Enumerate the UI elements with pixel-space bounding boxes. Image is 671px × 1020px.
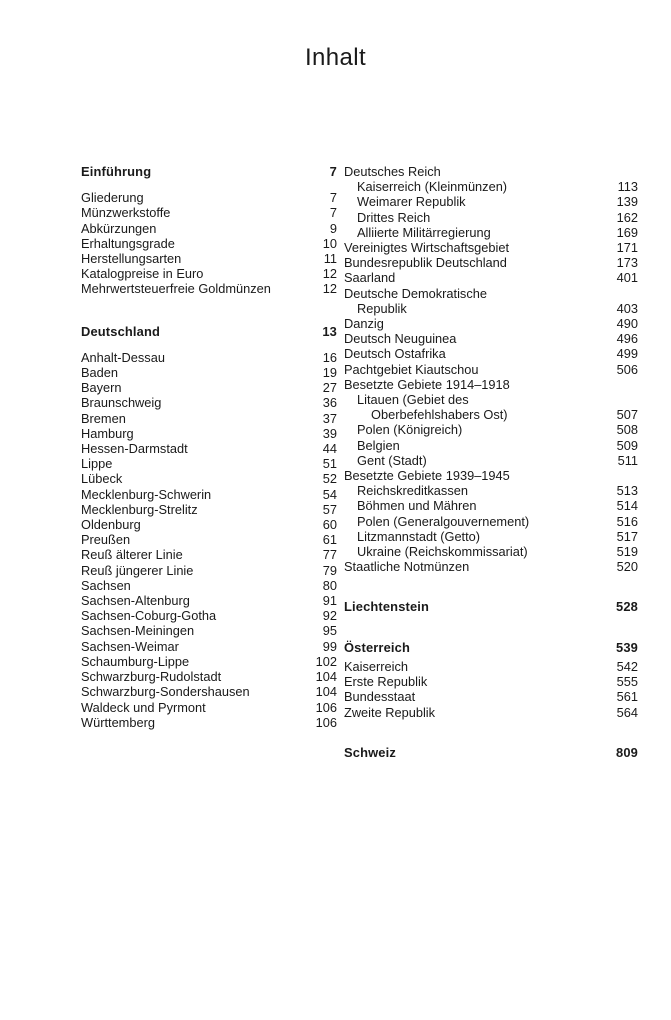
- toc-entry-page-number: 403: [616, 300, 638, 316]
- toc-entry-label: Katalogpreise in Euro: [81, 266, 204, 282]
- toc-entry-page-number: 60: [322, 517, 337, 533]
- toc-entry-page-number: 113: [617, 179, 638, 195]
- toc-entry-boehmen-und-maehren[interactable]: [344, 498, 638, 513]
- toc-entry-page-number: 10: [322, 235, 337, 251]
- toc-entry-label: Oberbefehlshabers Ost): [371, 407, 508, 423]
- toc-entry-label: Schwarzburg-Rudolstadt: [81, 669, 222, 685]
- toc-entry-braunschweig[interactable]: [81, 395, 337, 410]
- toc-entry-hessen-darmstadt[interactable]: [81, 441, 337, 456]
- toc-spacer: [344, 574, 638, 599]
- toc-entry-label: Hamburg: [81, 425, 134, 441]
- toc-entry-polen-koenigreich[interactable]: [344, 422, 638, 437]
- toc-entry-label: Oldenburg: [81, 517, 141, 533]
- toc-entry-baden[interactable]: [81, 365, 337, 380]
- toc-entry-label: Deutsche Demokratische: [344, 285, 487, 301]
- toc-entry-mehrwertsteuerfreie-goldmuenzen[interactable]: [81, 281, 337, 296]
- toc-entry-page-number: 12: [322, 281, 337, 297]
- toc-entry-katalogpreise-in-euro[interactable]: [81, 266, 337, 281]
- toc-entry-label: Deutsches Reich: [344, 164, 441, 179]
- toc-entry-label: Baden: [81, 365, 119, 381]
- toc-entry-label: Lübeck: [81, 471, 123, 487]
- toc-entry-saarland[interactable]: [344, 270, 638, 285]
- toc-entry-label: Republik: [357, 300, 407, 316]
- toc-entry-label: Deutsch Ostafrika: [344, 346, 446, 362]
- toc-entry-page-number: 39: [322, 425, 337, 441]
- toc-entry-page-number: 490: [616, 316, 638, 332]
- toc-entry-waldeck-und-pyrmont[interactable]: [81, 700, 337, 715]
- toc-entry-label: Böhmen und Mähren: [357, 498, 477, 514]
- toc-column-right: [340, 164, 671, 760]
- toc-entry-alliierte-militaerregierung[interactable]: [344, 225, 638, 240]
- toc-entry-label: Waldeck und Pyrmont: [81, 699, 206, 715]
- toc-heading-deutschland[interactable]: [81, 324, 337, 339]
- toc-entry-sachsen-meiningen[interactable]: [81, 623, 337, 638]
- toc-entry-label: Belgien: [357, 437, 400, 453]
- toc-entry-sachsen-altenburg[interactable]: [81, 593, 337, 608]
- toc-entry-label: Deutschland: [81, 323, 161, 339]
- toc-entry-label: Schweiz: [344, 744, 396, 760]
- toc-entry-page-number: 162: [616, 209, 638, 225]
- toc-entry-deutsch-neuguinea[interactable]: [344, 331, 638, 346]
- toc-entry-page-number: 519: [616, 544, 638, 560]
- toc-entry-danzig[interactable]: [344, 316, 638, 331]
- toc-entry-mecklenburg-schwerin[interactable]: [81, 487, 337, 502]
- toc-entry-label: Gliederung: [81, 190, 144, 206]
- toc-entry-label: Saarland: [344, 270, 396, 286]
- toc-entry-weimarer-republik[interactable]: [344, 194, 638, 209]
- toc-heading-einfuehrung[interactable]: [81, 164, 337, 179]
- toc-entry-label: Sachsen-Altenburg: [81, 593, 190, 609]
- toc-entry-page-number: 542: [616, 658, 638, 674]
- toc-entry-page-number: 91: [322, 593, 337, 609]
- toc-entry-deutsche-demokratische[interactable]: [344, 286, 638, 301]
- toc-entry-staatliche-notmuenzen[interactable]: [344, 559, 638, 574]
- toc-entry-page-number: 54: [322, 486, 337, 502]
- toc-entry-label: Deutsch Neuguinea: [344, 331, 457, 347]
- toc-entry-label: Besetzte Gebiete 1939–1945: [344, 468, 510, 484]
- toc-entry-erhaltungsgrade[interactable]: [81, 236, 337, 251]
- toc-entry-abkuerzungen[interactable]: [81, 221, 337, 236]
- toc-entry-label: Lippe: [81, 456, 113, 472]
- toc-entry-page-number: 99: [322, 638, 337, 654]
- toc-entry-page-number: 517: [616, 528, 638, 544]
- toc-spacer: [81, 339, 337, 350]
- toc-entry-reuss-aelterer-linie[interactable]: [81, 547, 337, 562]
- toc-entry-belgien[interactable]: [344, 438, 638, 453]
- toc-entry-page-number: 564: [616, 704, 638, 720]
- toc-entry-page-number: 79: [322, 562, 337, 578]
- toc-column-left: [0, 164, 340, 730]
- toc-entry-label: Weimarer Republik: [357, 194, 466, 210]
- toc-entry-page-number: 173: [616, 255, 638, 271]
- toc-entry-page-number: 7: [329, 164, 337, 179]
- toc-entry-label: Bayern: [81, 380, 122, 396]
- toc-entry-page-number: 104: [315, 669, 337, 685]
- toc-entry-page-number: 106: [315, 714, 337, 730]
- toc-entry-muenzwerkstoffe[interactable]: [81, 205, 337, 220]
- toc-entry-label: Sachsen-Coburg-Gotha: [81, 608, 217, 624]
- toc-entry-page-number: 555: [616, 674, 638, 690]
- toc-entry-label: Bundesstaat: [344, 689, 416, 705]
- toc-entry-page-number: 139: [616, 194, 638, 210]
- toc-entry-label: Litauen (Gebiet des: [357, 392, 469, 408]
- toc-entry-sachsen-weimar[interactable]: [81, 639, 337, 654]
- toc-entry-label: Sachsen-Weimar: [81, 638, 179, 654]
- toc-entry-label: Kaiserreich (Kleinmünzen): [357, 179, 508, 195]
- toc-entry-label: Vereinigtes Wirtschaftsgebiet: [344, 240, 510, 256]
- toc-entry-page-number: 102: [315, 653, 337, 669]
- toc-entry-bundesrepublik-deutschland[interactable]: [344, 255, 638, 270]
- toc-entry-page-number: 507: [616, 407, 638, 423]
- toc-entry-herstellungsarten[interactable]: [81, 251, 337, 266]
- toc-entry-label: Litzmannstadt (Getto): [357, 528, 481, 544]
- toc-heading-liechtenstein[interactable]: [344, 599, 638, 614]
- toc-entry-wuerttemberg[interactable]: [81, 715, 337, 730]
- toc-entry-page-number: 80: [322, 577, 337, 593]
- toc-entry-label: Gent (Stadt): [357, 452, 427, 468]
- toc-entry-republik[interactable]: [344, 301, 638, 316]
- toc-entry-page-number: 511: [617, 452, 638, 468]
- toc-entry-label: Württemberg: [81, 714, 155, 730]
- toc-entry-label: Sachsen-Meiningen: [81, 623, 195, 639]
- toc-heading-oesterreich[interactable]: [344, 640, 638, 655]
- toc-entry-luebeck[interactable]: [81, 471, 337, 486]
- toc-entry-page-number: 77: [322, 547, 337, 563]
- toc-entry-bremen[interactable]: [81, 411, 337, 426]
- toc-entry-page-number: 36: [322, 395, 337, 411]
- toc-entry-oldenburg[interactable]: [81, 517, 337, 532]
- toc-entry-page-number: 169: [616, 224, 638, 240]
- toc-entry-kaiserreich-kleinmuenzen[interactable]: [344, 179, 638, 194]
- toc-entry-label: Münzwerkstoffe: [81, 205, 171, 221]
- toc-spacer: [344, 615, 638, 640]
- toc-entry-schaumburg-lippe[interactable]: [81, 654, 337, 669]
- toc-entry-label: Einführung: [81, 164, 152, 179]
- toc-entry-label: Abkürzungen: [81, 220, 157, 236]
- toc-entry-gliederung[interactable]: [81, 190, 337, 205]
- toc-entry-reuss-juengerer-linie[interactable]: [81, 563, 337, 578]
- toc-entry-page-number: 506: [616, 361, 638, 377]
- toc-entry-label: Danzig: [344, 316, 384, 332]
- toc-entry-sachsen[interactable]: [81, 578, 337, 593]
- toc-entry-page-number: 508: [616, 422, 638, 438]
- toc-entry-pachtgebiet-kiautschou[interactable]: [344, 362, 638, 377]
- toc-entry-page-number: 401: [616, 270, 638, 286]
- toc-entry-oberbefehlshabers-ost[interactable]: [344, 407, 638, 422]
- toc-entry-page-number: 61: [322, 532, 337, 548]
- toc-entry-label: Mecklenburg-Strelitz: [81, 501, 198, 517]
- toc-entry-page-number: 44: [322, 441, 337, 457]
- toc-entry-page-number: 809: [616, 744, 638, 760]
- toc-entry-page-number: 516: [616, 513, 638, 529]
- toc-entry-page-number: 513: [616, 483, 638, 499]
- toc-entry-label: Besetzte Gebiete 1914–1918: [344, 376, 510, 392]
- toc-entry-label: Bundesrepublik Deutschland: [344, 255, 507, 271]
- toc-entry-ukraine-reichskommissariat[interactable]: [344, 544, 638, 559]
- toc-entry-page-number: 16: [322, 349, 337, 365]
- toc-entry-label: Anhalt-Dessau: [81, 349, 165, 365]
- toc-entry-label: Polen (Generalgouvernement): [357, 513, 530, 529]
- toc-entry-page-number: 496: [616, 331, 638, 347]
- page-title: Inhalt: [304, 44, 367, 71]
- toc-entry-label: Schwarzburg-Sondershausen: [81, 684, 250, 700]
- toc-entry-bayern[interactable]: [81, 380, 337, 395]
- toc-entry-label: Staatliche Notmünzen: [344, 559, 470, 575]
- toc-entry-page-number: 13: [322, 323, 337, 339]
- toc-entry-label: Zweite Republik: [344, 704, 436, 720]
- toc-entry-label: Liechtenstein: [344, 599, 430, 615]
- toc-entry-label: Hessen-Darmstadt: [81, 441, 188, 457]
- toc-entry-reichskreditkassen[interactable]: [344, 483, 638, 498]
- toc-entry-page-number: 106: [315, 699, 337, 715]
- toc-entry-label: Pachtgebiet Kiautschou: [344, 361, 479, 377]
- toc-entry-litzmannstadt-getto[interactable]: [344, 529, 638, 544]
- toc-entry-page-number: 104: [315, 684, 337, 700]
- toc-entry-schwarzburg-rudolstadt[interactable]: [81, 669, 337, 684]
- toc-entry-anhalt-dessau[interactable]: [81, 350, 337, 365]
- toc-entry-besetzte-gebiete-1914-1918[interactable]: [344, 377, 638, 392]
- toc-heading-schweiz[interactable]: [344, 745, 638, 760]
- toc-entry-label: Braunschweig: [81, 395, 162, 411]
- toc-entry-hamburg[interactable]: [81, 426, 337, 441]
- toc-entry-page-number: 51: [322, 456, 337, 472]
- toc-entry-page-number: 57: [322, 501, 337, 517]
- toc-entry-label: Preußen: [81, 532, 131, 548]
- toc-spacer: [81, 297, 337, 324]
- toc-entry-label: Schaumburg-Lippe: [81, 653, 190, 669]
- toc-entry-mecklenburg-strelitz[interactable]: [81, 502, 337, 517]
- toc-entry-page-number: 19: [322, 365, 337, 381]
- toc-entry-label: Herstellungsarten: [81, 251, 182, 267]
- toc-spacer: [344, 720, 638, 745]
- toc-entry-page-number: 171: [616, 240, 638, 256]
- toc-entry-page-number: 509: [616, 437, 638, 453]
- toc-entry-label: Reichskreditkassen: [357, 483, 468, 499]
- toc-entry-label: Mecklenburg-Schwerin: [81, 486, 212, 502]
- toc-entry-label: Reuß älterer Linie: [81, 547, 183, 563]
- toc-entry-page-number: 52: [322, 471, 337, 487]
- toc-entry-label: Erhaltungsgrade: [81, 235, 175, 251]
- toc-entry-page-number: 514: [616, 498, 638, 514]
- toc-entry-label: Alliierte Militärregierung: [357, 224, 491, 240]
- toc-entry-page-number: 7: [329, 205, 337, 221]
- toc-entry-bundesstaat[interactable]: [344, 689, 638, 704]
- toc-entry-label: Sachsen: [81, 577, 131, 593]
- toc-entry-page-number: 27: [322, 380, 337, 396]
- toc-entry-label: Mehrwertsteuerfreie Goldmünzen: [81, 281, 271, 297]
- toc-entry-zweite-republik[interactable]: [344, 705, 638, 720]
- toc-entry-page-number: 95: [322, 623, 337, 639]
- toc-entry-litauen-gebiet-des[interactable]: [344, 392, 638, 407]
- toc-entry-page-number: 520: [616, 559, 638, 575]
- toc-entry-page-number: 539: [616, 639, 638, 655]
- toc-entry-page-number: 528: [616, 599, 638, 615]
- toc-columns: [0, 164, 671, 760]
- toc-entry-besetzte-gebiete-1939-1945[interactable]: [344, 468, 638, 483]
- toc-entry-page-number: 12: [322, 266, 337, 282]
- toc-spacer: [81, 179, 337, 190]
- toc-entry-polen-generalgouvernement[interactable]: [344, 514, 638, 529]
- toc-entry-deutsch-ostafrika[interactable]: [344, 346, 638, 361]
- toc-entry-page-number: 9: [329, 220, 337, 236]
- toc-entry-page-number: 561: [616, 689, 638, 705]
- toc-entry-page-number: 37: [322, 410, 337, 426]
- toc-entry-label: Erste Republik: [344, 674, 428, 690]
- toc-entry-preussen[interactable]: [81, 532, 337, 547]
- toc-entry-label: Reuß jüngerer Linie: [81, 562, 194, 578]
- toc-entry-lippe[interactable]: [81, 456, 337, 471]
- toc-entry-kaiserreich[interactable]: [344, 659, 638, 674]
- toc-entry-page-number: 499: [616, 346, 638, 362]
- toc-entry-vereinigtes-wirtschaftsgebiet[interactable]: [344, 240, 638, 255]
- toc-entry-label: Ukraine (Reichskommissariat): [357, 544, 528, 560]
- toc-entry-label: Polen (Königreich): [357, 422, 463, 438]
- toc-entry-page-number: 11: [323, 251, 337, 267]
- toc-entry-page-number: 7: [329, 190, 337, 206]
- toc-entry-schwarzburg-sondershausen[interactable]: [81, 684, 337, 699]
- toc-entry-erste-republik[interactable]: [344, 674, 638, 689]
- toc-entry-label: Drittes Reich: [357, 209, 431, 225]
- toc-entry-label: Kaiserreich: [344, 658, 409, 674]
- toc-entry-label: Bremen: [81, 410, 126, 426]
- toc-entry-drittes-reich[interactable]: [344, 210, 638, 225]
- toc-entry-gent-stadt[interactable]: [344, 453, 638, 468]
- toc-entry-label: Österreich: [344, 639, 410, 655]
- toc-entry-deutsches-reich[interactable]: [344, 164, 638, 179]
- toc-entry-page-number: 92: [322, 608, 337, 624]
- toc-entry-sachsen-coburg-gotha[interactable]: [81, 608, 337, 623]
